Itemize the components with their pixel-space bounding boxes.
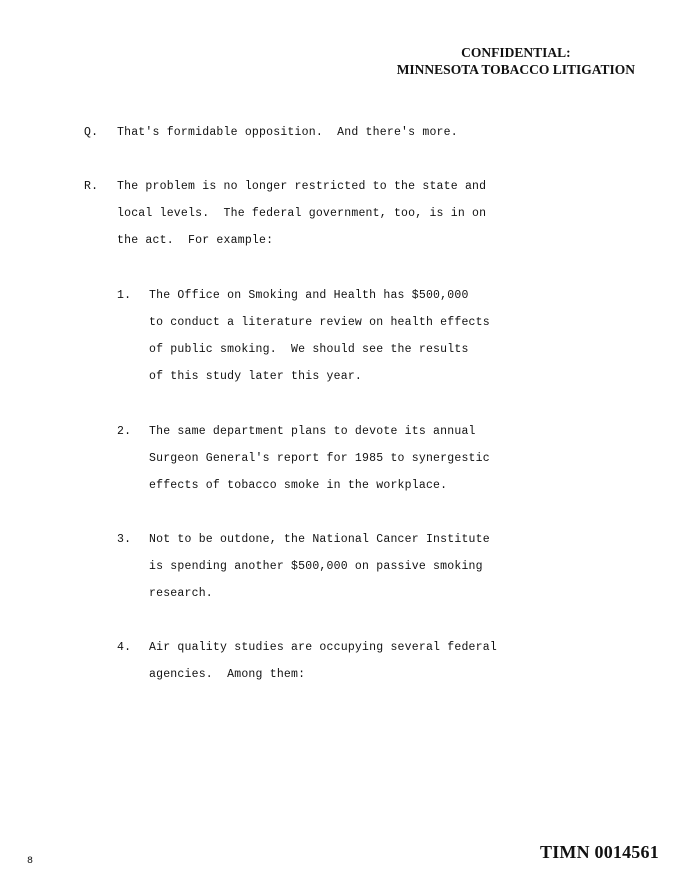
qa-line: That's formidable opposition. And there's more. — [117, 126, 458, 139]
item-number: 4. — [117, 641, 132, 654]
qa-marker-q: Q. — [84, 126, 99, 139]
item-line: of public smoking. We should see the results — [149, 343, 469, 356]
item-line: The Office on Smoking and Health has $500,000 — [149, 289, 469, 302]
qa-line: the act. For example: — [117, 234, 274, 247]
item-line: is spending another $500,000 on passive smoking — [149, 560, 483, 573]
qa-line: local levels. The federal government, too, is in on — [117, 207, 487, 220]
header-line-1: CONFIDENTIAL: — [461, 45, 571, 60]
item-line: Not to be outdone, the National Cancer Institute — [149, 533, 490, 546]
header-line-2: MINNESOTA TOBACCO LITIGATION — [396, 62, 635, 77]
item-line: of this study later this year. — [149, 370, 363, 383]
qa-line: The problem is no longer restricted to the state and — [117, 180, 487, 193]
confidential-header — [397, 44, 635, 78]
item-line: effects of tobacco smoke in the workplace. — [149, 479, 448, 492]
page-number: 8 — [27, 856, 34, 867]
item-line: Air quality studies are occupying several federal — [149, 641, 497, 654]
item-line: agencies. Among them: — [149, 668, 306, 681]
item-line: to conduct a literature review on health effects — [149, 316, 490, 329]
item-number: 3. — [117, 533, 132, 546]
item-line: Surgeon General's report for 1985 to synergestic — [149, 452, 490, 465]
item-number: 2. — [117, 425, 132, 438]
qa-marker-r: R. — [84, 180, 99, 193]
item-line: research. — [149, 587, 213, 600]
bates-number: TIMN 0014561 — [540, 842, 659, 862]
item-number: 1. — [117, 289, 132, 302]
item-line: The same department plans to devote its annual — [149, 425, 476, 438]
